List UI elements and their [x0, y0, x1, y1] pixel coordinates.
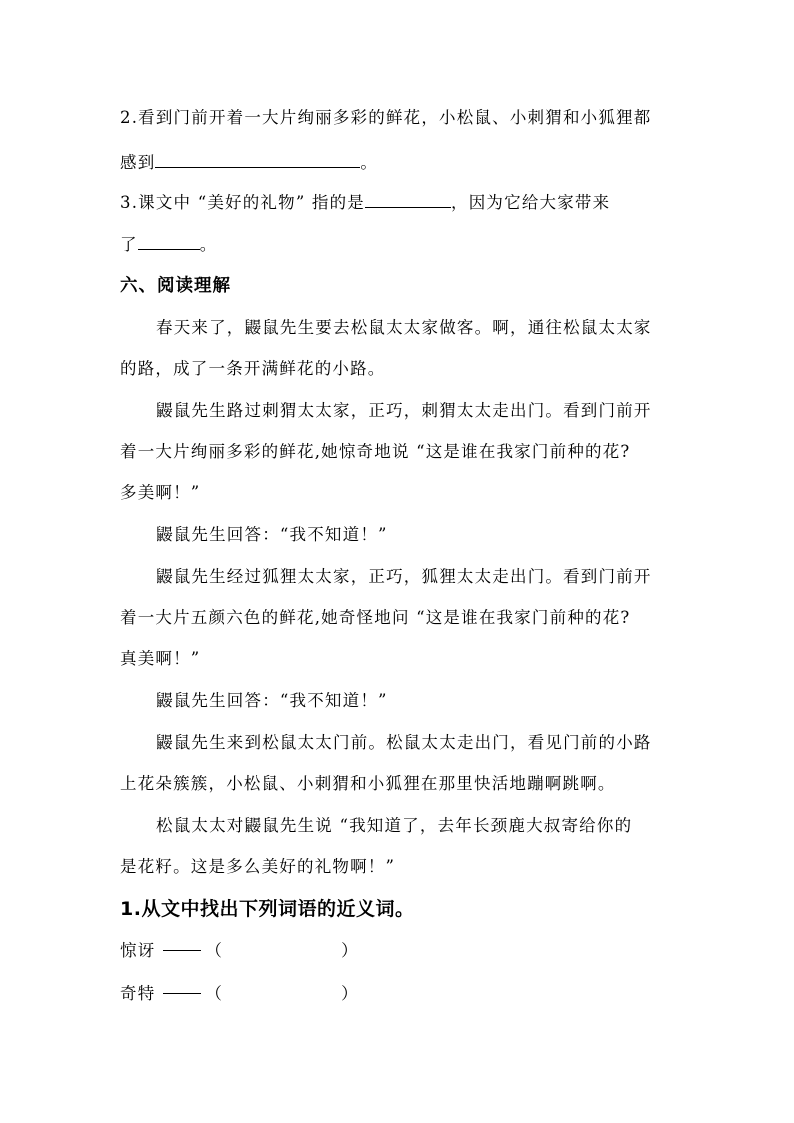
- synonym-item-1: [120, 940, 359, 962]
- passage-p4-line-1: 鼹鼠先生经过狐狸太太家，正巧，狐狸太太走出门。看到门前开: [156, 567, 652, 586]
- question-3-suffix: ，因为它给大家带来: [451, 193, 611, 212]
- passage-p7-line-2: 是花籽。这是多么美好的礼物啊！”: [120, 857, 396, 876]
- exercise-title: 1.从文中找出下列词语的近义词。: [120, 898, 415, 920]
- question-3-line2-prefix: 了: [120, 235, 138, 254]
- passage-p7-line-1: 松鼠太太对鼹鼠先生说 “我知道了，去年长颈鹿大叔寄给你的: [156, 816, 633, 835]
- question-3-line2-suffix: 。: [199, 235, 218, 254]
- answer-blank-q3-b[interactable]: [138, 234, 200, 250]
- answer-blank-q2[interactable]: [155, 152, 360, 168]
- synonym-word-1: 惊讶: [120, 941, 156, 960]
- answer-blank-q3-a[interactable]: [365, 192, 451, 208]
- synonym-open-2: （: [205, 984, 224, 1003]
- synonym-open-1: （: [205, 941, 224, 960]
- dash-1: [163, 950, 201, 951]
- synonym-close-2: ）: [341, 984, 359, 1003]
- synonym-close-1: ）: [341, 941, 359, 960]
- passage-p1-line-1: 春天来了，鼹鼠先生要去松鼠太太家做客。啊，通往松鼠太太家: [156, 318, 652, 337]
- passage-p6-line-1: 鼹鼠先生来到松鼠太太门前。松鼠太太走出门，看见门前的小路: [156, 733, 652, 752]
- passage-p3: 鼹鼠先生回答：“我不知道！”: [156, 525, 388, 544]
- passage-p1-line-2: 的路，成了一条开满鲜花的小路。: [120, 359, 386, 378]
- passage-p4-line-2: 着一大片五颜六色的鲜花,她奇怪地问 “这是谁在我家门前种的花?: [120, 608, 631, 627]
- dash-2: [163, 993, 201, 994]
- passage-p2-line-3: 多美啊！”: [120, 483, 201, 502]
- synonym-item-2: [120, 983, 359, 1005]
- passage-p6-line-2: 上花朵簇簇，小松鼠、小刺猬和小狐狸在那里快活地蹦啊跳啊。: [120, 774, 616, 793]
- question-3-prefix: 3.课文中 “美好的礼物” 指的是: [120, 193, 366, 212]
- passage-p5: 鼹鼠先生回答：“我不知道！”: [156, 691, 388, 710]
- question-3-line-1: [120, 192, 610, 214]
- question-2-text: 2.看到门前开着一大片绚丽多彩的鲜花，小松鼠、小刺猬和小狐狸都: [120, 108, 652, 127]
- question-3-line-2: [120, 234, 217, 256]
- question-2-line-2: [120, 152, 378, 174]
- question-2-prefix: 感到: [120, 153, 156, 172]
- passage-p2-line-1: 鼹鼠先生路过刺猬太太家，正巧，刺猬太太走出门。看到门前开: [156, 401, 652, 420]
- passage-p2-line-2: 着一大片绚丽多彩的鲜花,她惊奇地说 “这是谁在我家门前种的花?: [120, 442, 631, 461]
- section-title: 六、阅读理解: [120, 276, 231, 296]
- synonym-word-2: 奇特: [120, 984, 156, 1003]
- passage-p4-line-3: 真美啊！”: [120, 649, 201, 668]
- question-2-suffix: 。: [360, 153, 379, 172]
- question-2-line-1: [120, 107, 651, 129]
